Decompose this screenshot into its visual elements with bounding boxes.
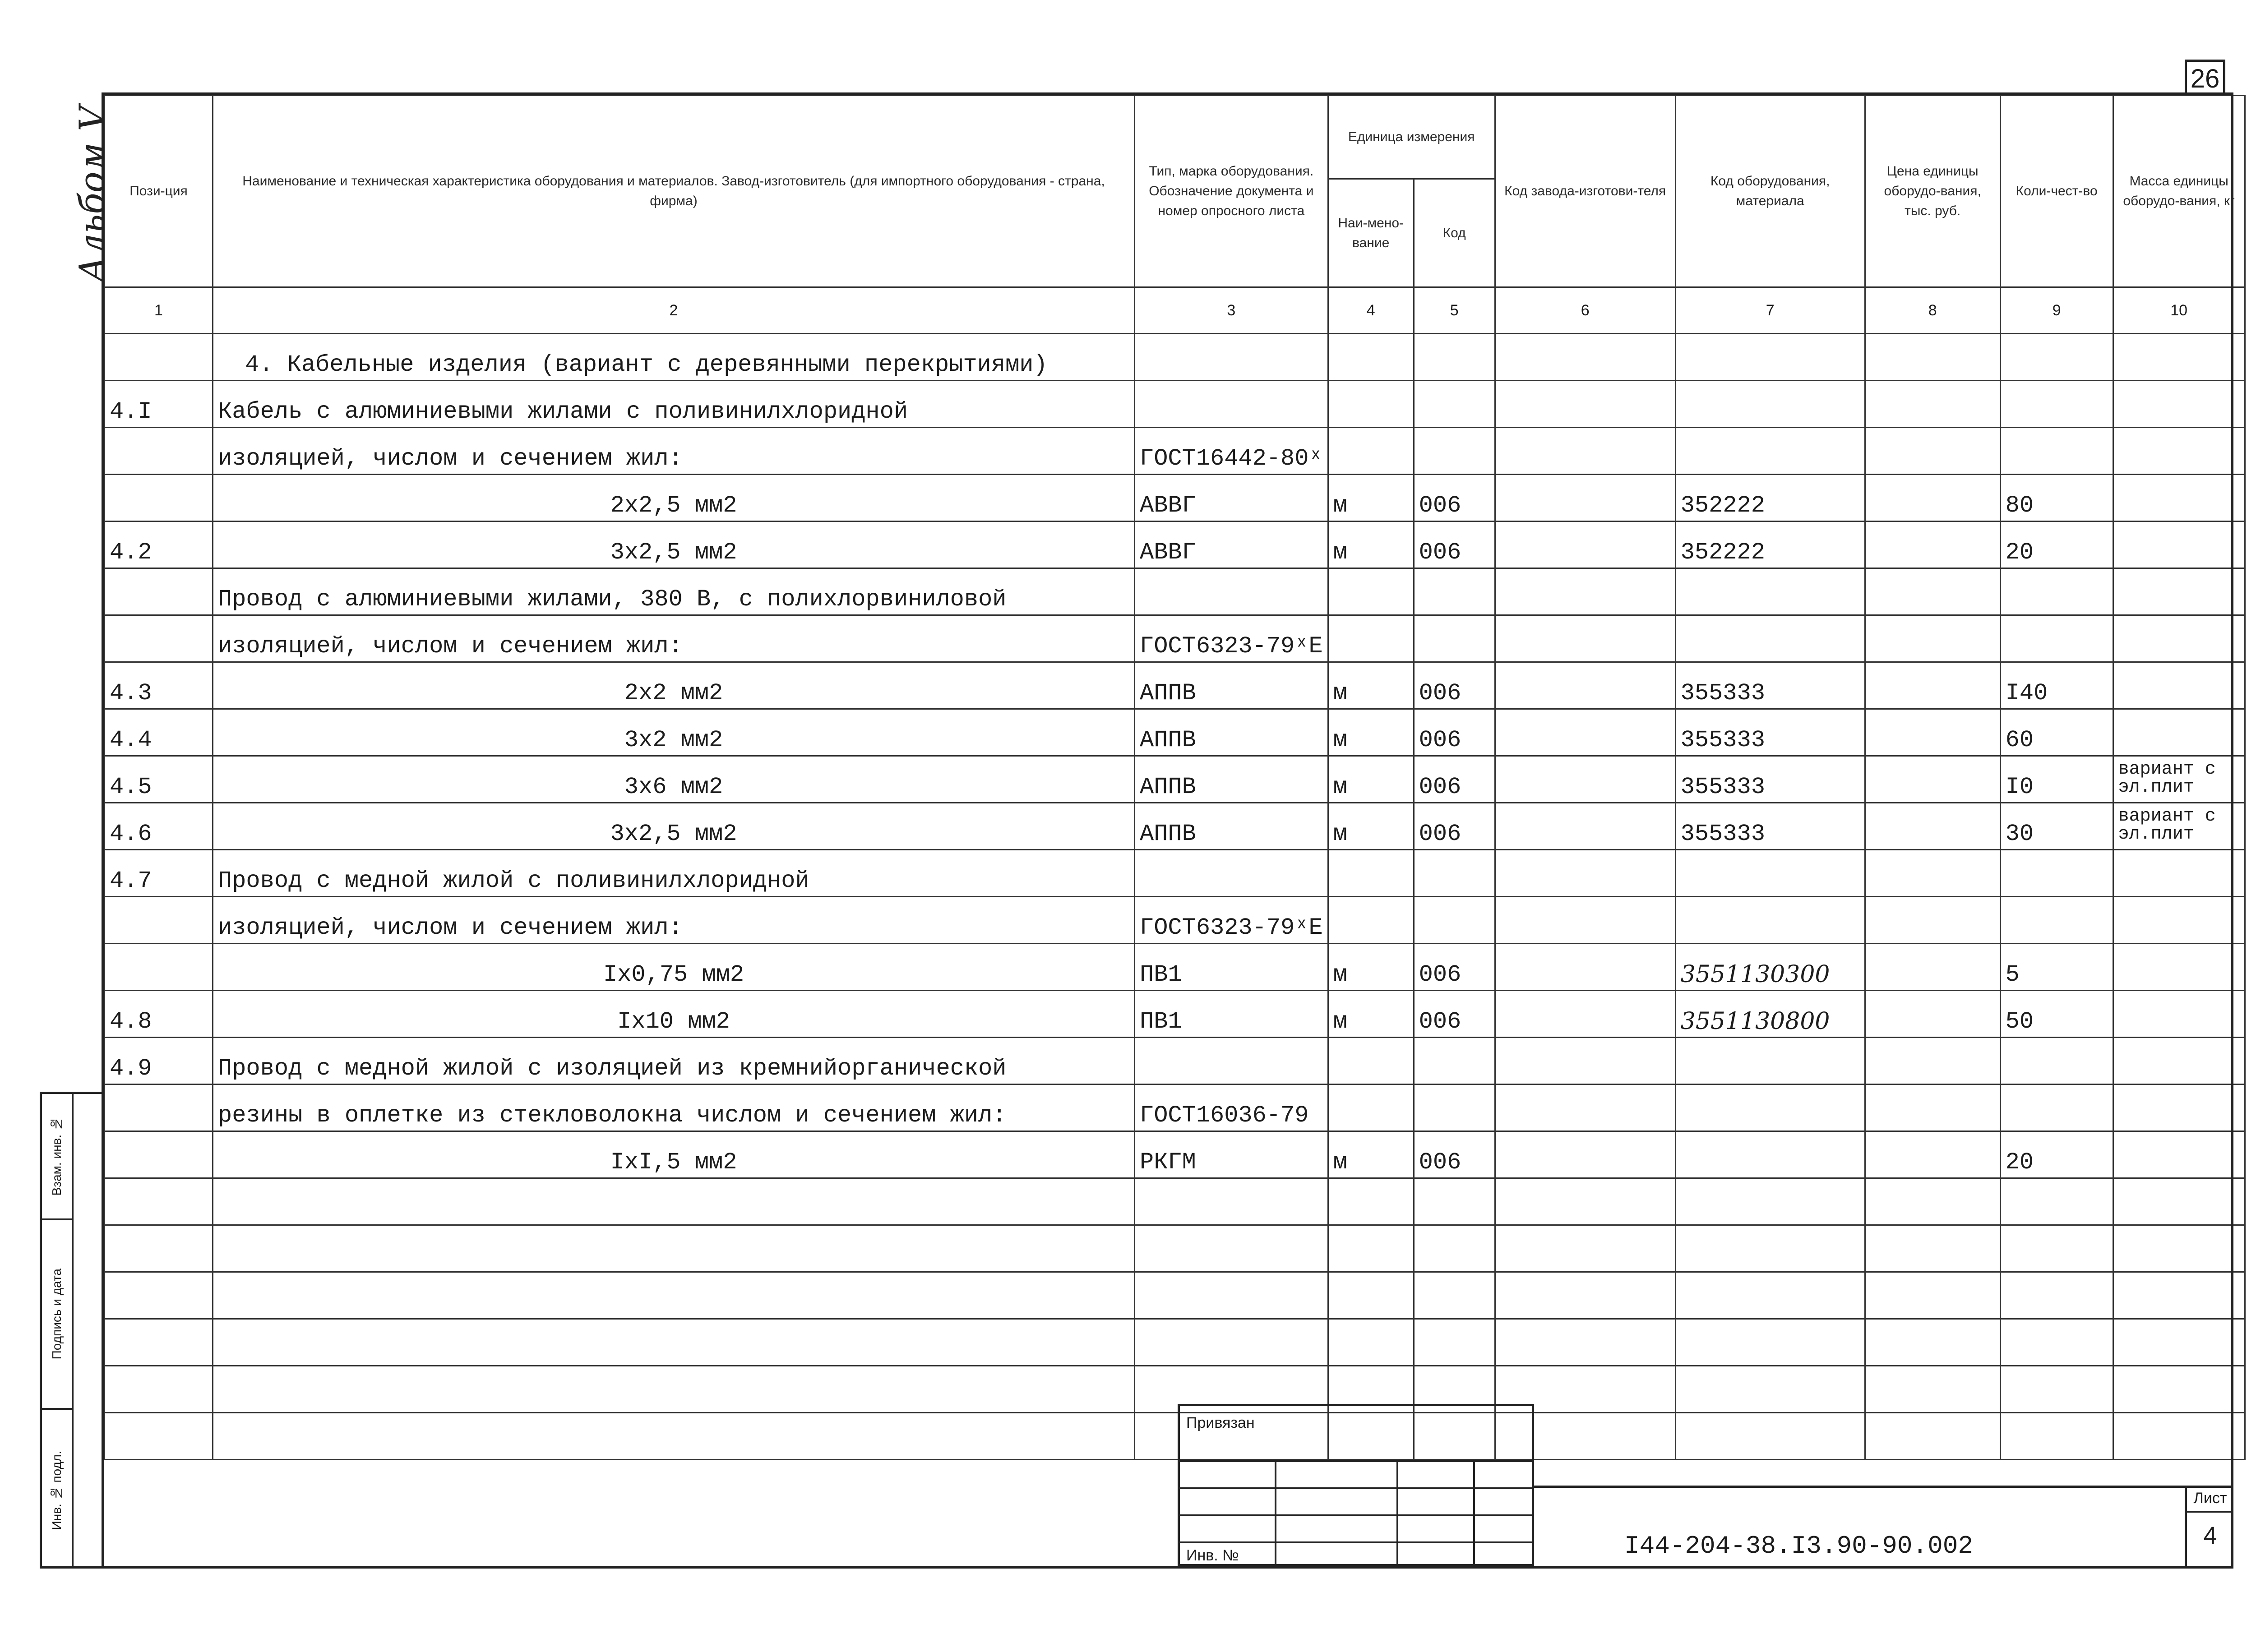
cell-unit: м [1328,709,1414,756]
header-equip-code: Код оборудования, материала [1675,96,1865,287]
cell-type: АВВГ [1135,475,1328,521]
cell-pos: 4.9 [105,1038,213,1084]
cell-type: ГОСТ16036-79 [1135,1084,1328,1131]
cell-type: ПВ1 [1135,991,1328,1038]
cell-name: Провод с медной жилой с изоляцией из кремнийорганической [213,1038,1135,1084]
cell-equip: 355333 [1675,662,1865,709]
cell-pos: 4.4 [105,709,213,756]
cell-type: ПВ1 [1135,944,1328,991]
header-unit-group: Единица измерения [1328,96,1495,179]
cell-code: 006 [1414,756,1495,803]
header-supplier-code: Код завода-изготови-теля [1495,96,1675,287]
cell-unit: м [1328,991,1414,1038]
strip-cell-signature-date: Подпись и дата [42,1220,72,1410]
cell-type: АППВ [1135,662,1328,709]
cell-equip: 3551130800 [1675,991,1865,1038]
cell-unit: м [1328,475,1414,521]
approval-stamp [1178,1404,1534,1566]
cell-unit: м [1328,756,1414,803]
cell-type: АППВ [1135,803,1328,850]
cell-qty: 5 [2000,944,2113,991]
cell-type: АВВГ [1135,521,1328,568]
cell-unit: м [1328,662,1414,709]
header-mass: Масса единицы оборудо-вания, кг [2113,96,2245,287]
header-name: Наименование и техническая характеристика оборудования и материалов. Завод-изготовитель (для импортного оборудования - страна, фирма) [213,96,1135,287]
cell-code: 006 [1414,709,1495,756]
cell-pos: 4.8 [105,991,213,1038]
stamp-line [1180,1514,1532,1516]
strip-cell-inv-original: Инв. № подл. [50,1450,64,1530]
cell-name: резины в оплетке из стекловолокна числом и сечением жил: [213,1084,1135,1131]
cell-pos: 4.3 [105,662,213,709]
cell-name: Кабель с алюминиевыми жилами с поливинилхлоридной [213,381,1135,428]
stamp-line [1396,1460,1398,1564]
cell-name: изоляцией, числом и сечением жил: [213,897,1135,944]
cell-note: вариант с эл.плит [2113,756,2245,803]
cell-code: 006 [1414,991,1495,1038]
stamp-line [1473,1460,1475,1564]
cell-name: 3х2 мм2 [213,709,1135,756]
document-number: I44-204-38.I3.90-90.002 [1624,1532,1973,1560]
cell-note: вариант с эл.плит [2113,803,2245,850]
cell-pos: 4.6 [105,803,213,850]
cell-qty: 20 [2000,1131,2113,1178]
cell-qty: I0 [2000,756,2113,803]
sheet-mark: 26 [2185,60,2225,94]
stamp-line [1180,1487,1532,1489]
cell-pos: 4.5 [105,756,213,803]
cell-name: IхI,5 мм2 [213,1131,1135,1178]
header-unit-name: Наи-мено-вание [1328,179,1414,287]
sheet-number-box [2185,1486,2233,1569]
cell-code: 006 [1414,662,1495,709]
cell-pos: 4.I [105,381,213,428]
header-unit-code: Код [1414,179,1495,287]
cell-qty: 60 [2000,709,2113,756]
cell-code: 006 [1414,803,1495,850]
cell-equip: 352222 [1675,521,1865,568]
stamp-inv-label: Инв. № [1186,1547,1239,1564]
cell-equip: 355333 [1675,756,1865,803]
header-pos: Пози-ция [105,96,213,287]
header-qty: Коли-чест-во [2000,96,2113,287]
cell-name: Iх10 мм2 [213,991,1135,1038]
cell-name: 4. Кабельные изделия (вариант с деревянными перекрытиями) [213,334,1135,381]
cell-code: 006 [1414,1131,1495,1178]
cell-unit: м [1328,521,1414,568]
cell-qty: 30 [2000,803,2113,850]
stamp-line [1275,1460,1276,1564]
cell-equip: 352222 [1675,475,1865,521]
left-approval-strip [40,1092,104,1569]
strip-cell-replace-inv: Взам. инв. № [42,1094,72,1220]
cell-equip: 355333 [1675,803,1865,850]
stamp-approved-label: Привязан [1186,1414,1255,1431]
cell-name: изоляцией, числом и сечением жил: [213,615,1135,662]
cell-equip: 3551130300 [1675,944,1865,991]
cell-type: ГОСТ6323-79ˣЕ [1135,897,1328,944]
cell-name: Провод с медной жилой с поливинилхлоридной [213,850,1135,897]
cell-unit: м [1328,944,1414,991]
cell-type: ГОСТ6323-79ˣЕ [1135,615,1328,662]
cell-code: 006 [1414,475,1495,521]
stamp-line [1180,1460,1532,1462]
cell-qty: 80 [2000,475,2113,521]
album-label: Альбом V [72,106,113,282]
cell-name: Iх0,75 мм2 [213,944,1135,991]
cell-name: изоляцией, числом и сечением жил: [213,428,1135,475]
cell-unit: м [1328,1131,1414,1178]
cell-equip: 355333 [1675,709,1865,756]
cell-type: АППВ [1135,709,1328,756]
header-price: Цена единицы оборудо-вания, тыс. руб. [1865,96,2000,287]
cell-qty: 50 [2000,991,2113,1038]
cell-name: 3х2,5 мм2 [213,521,1135,568]
header-type: Тип, марка оборудования. Обозначение документа и номер опросного листа [1135,96,1328,287]
cell-name: 3х2,5 мм2 [213,803,1135,850]
cell-qty: I40 [2000,662,2113,709]
cell-name: 3х6 мм2 [213,756,1135,803]
column-number-row: 1 2 3 4 5 6 7 8 9 10 [105,287,2245,334]
cell-type: АППВ [1135,756,1328,803]
sheet-frame [102,92,2233,1569]
cell-name: 2х2 мм2 [213,662,1135,709]
cell-qty: 20 [2000,521,2113,568]
cell-code: 006 [1414,944,1495,991]
strip-divider [72,1094,74,1566]
cell-name: 2х2,5 мм2 [213,475,1135,521]
cell-code: 006 [1414,521,1495,568]
cell-name: Провод с алюминиевыми жилами, 380 В, с полихлорвиниловой [213,568,1135,615]
stamp-line [1180,1541,1532,1543]
sheet-number: 4 [2203,1522,2217,1549]
cell-unit: м [1328,803,1414,850]
sheet-label: Лист [2187,1486,2233,1513]
cell-type: РКГМ [1135,1131,1328,1178]
cell-pos: 4.7 [105,850,213,897]
cell-type: ГОСТ16442-80ˣ [1135,428,1328,475]
cell-pos: 4.2 [105,521,213,568]
